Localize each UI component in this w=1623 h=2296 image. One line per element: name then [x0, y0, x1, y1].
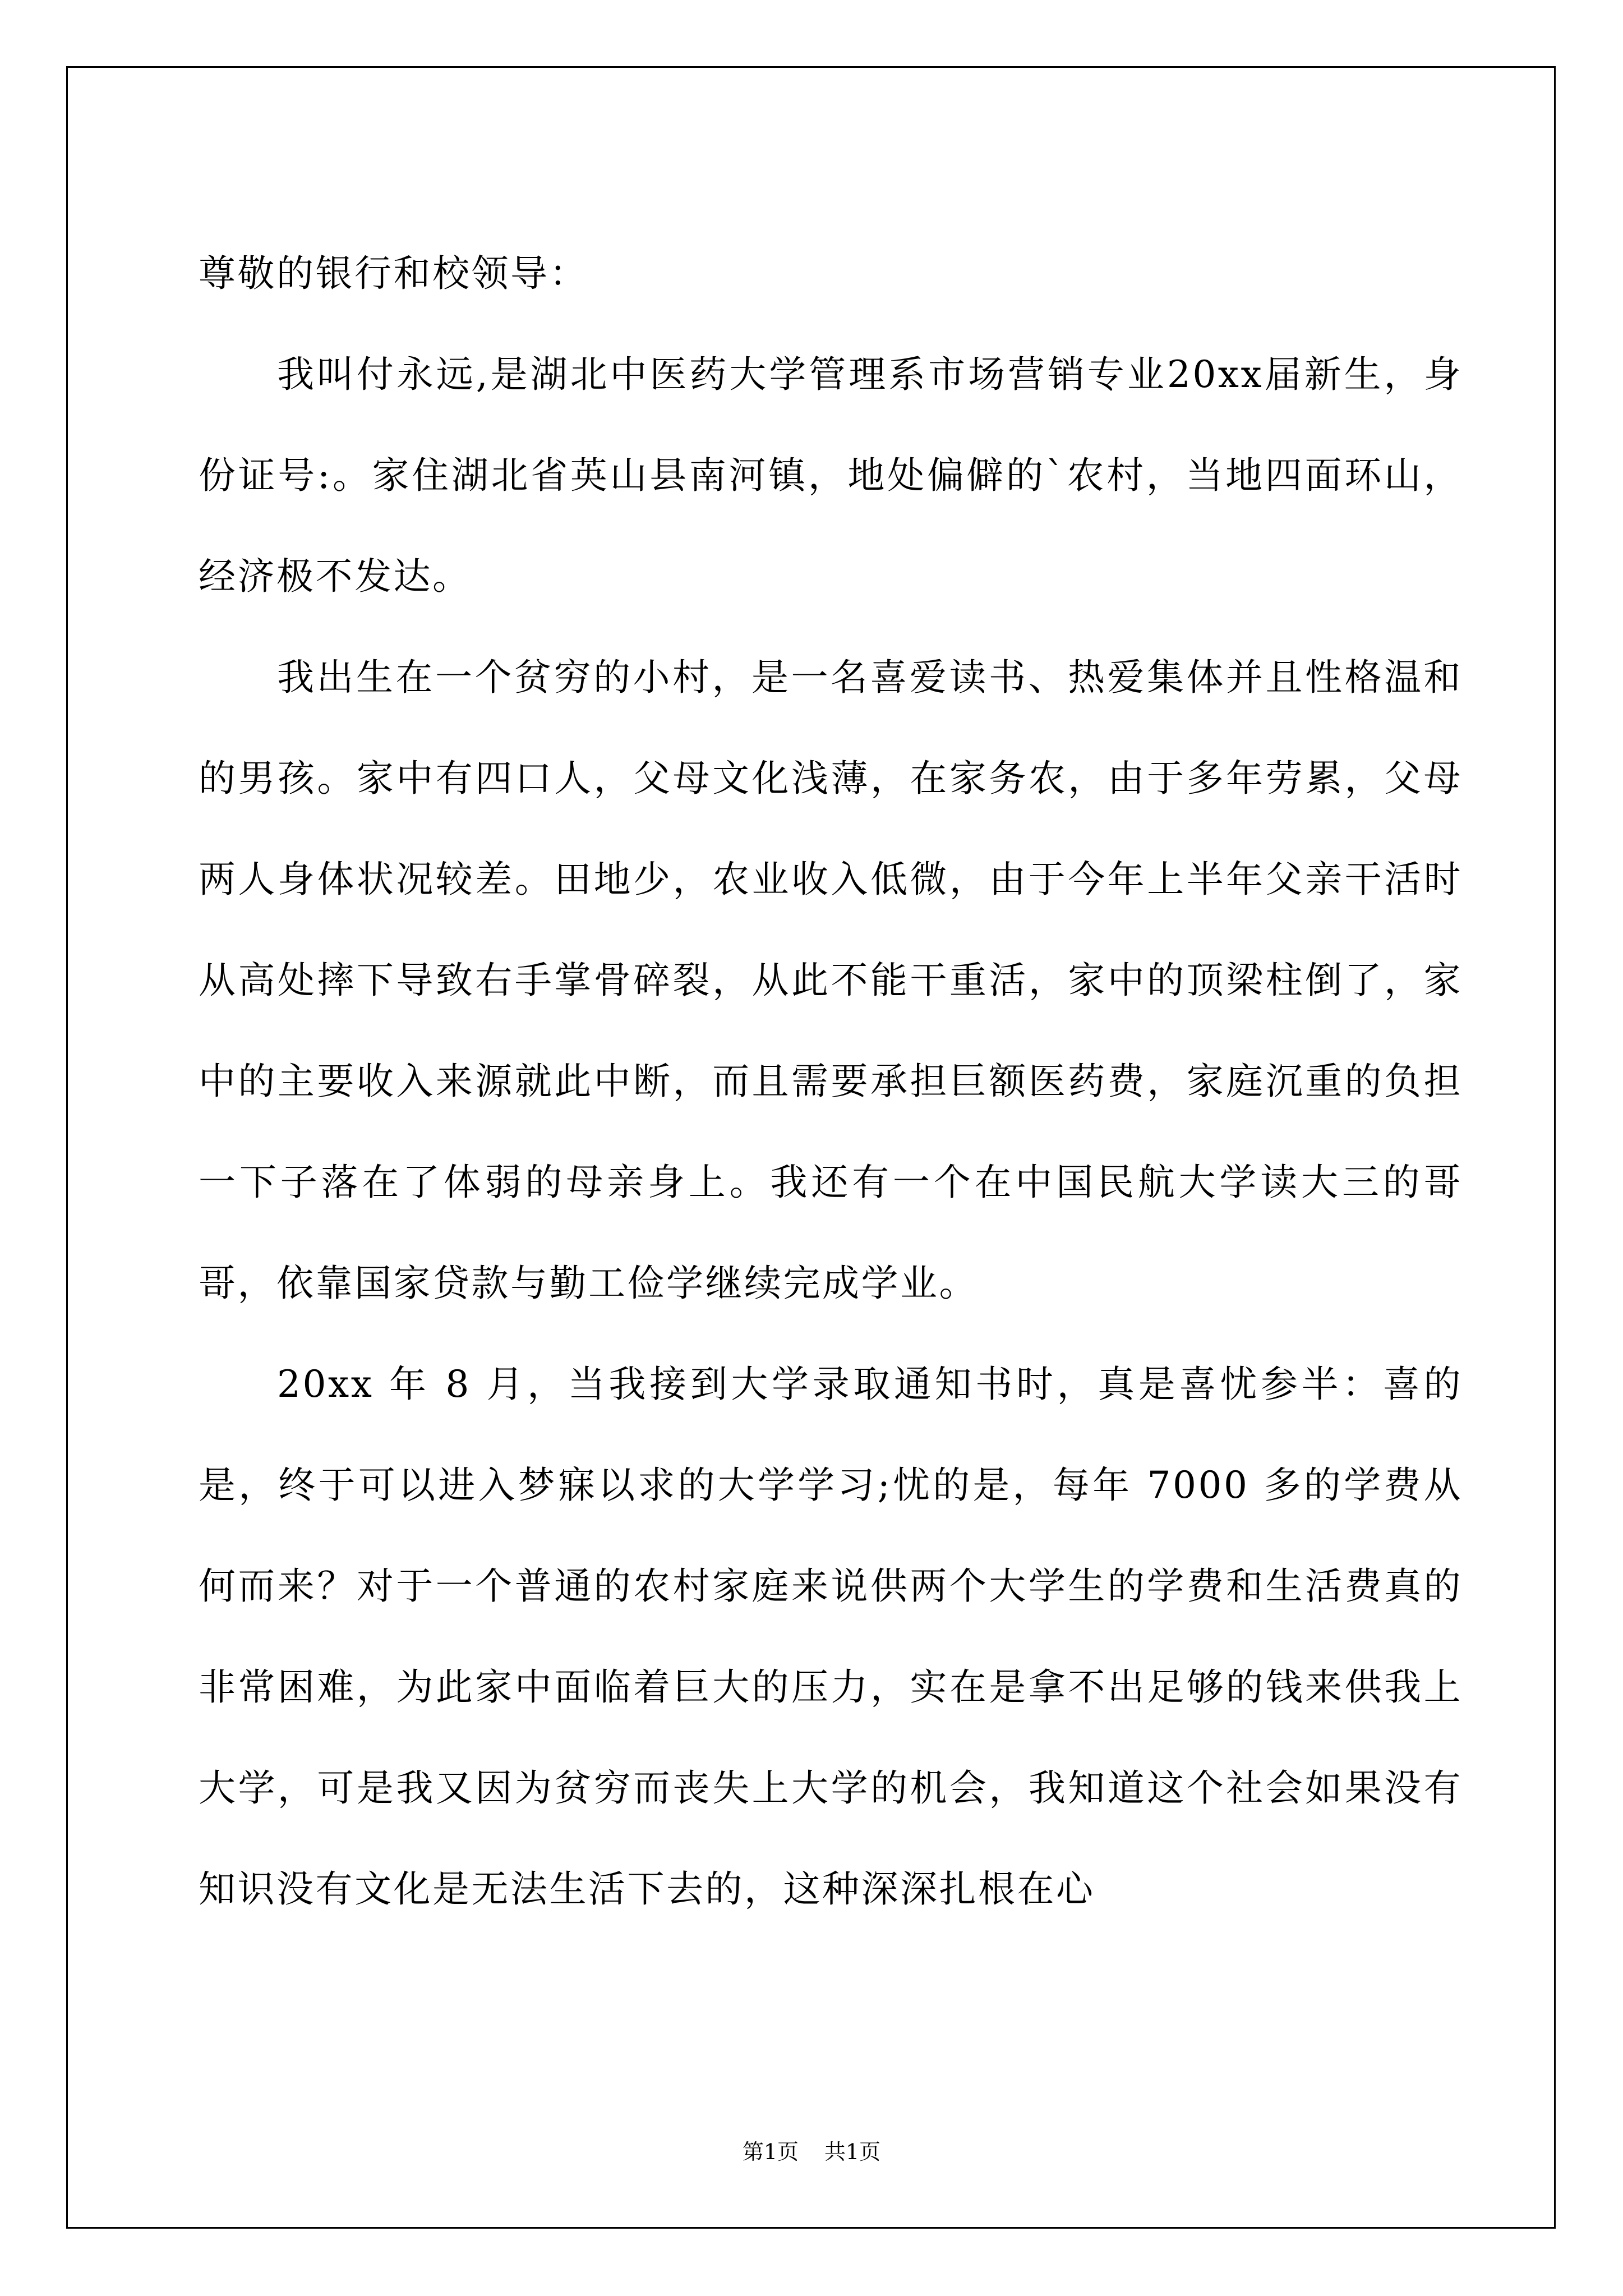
- paragraph-1: 我叫付永远,是湖北中医药大学管理系市场营销专业20xx届新生，身份证号:。家住湖北省英山县南河镇，地处偏僻的`农村，当地四面环山，经济极不发达。: [199, 353, 1463, 598]
- document-body: [199, 223, 1463, 1940]
- page-footer: [0, 2138, 1623, 2165]
- page-number: 第1页: [742, 2139, 799, 2164]
- paragraph-3: 20xx 年 8 月，当我接到大学录取通知书时，真是喜忧参半：喜的是，终于可以进入梦寐以求的大学学习;忧的是，每年 7000 多的学费从何而来？对于一个普通的农村家庭来说供两个大学生的学费和生活费真的非常困难，为此家中面临着巨大的压力，实在是拿不出足够的钱来供我上大学，可是我又因为贫穷而丧失上大学的机会，我知道这个社会如果没有知识没有文化是无法生活下去的，这种深深扎根在心: [199, 1363, 1463, 1911]
- paragraph-2: 我出生在一个贫穷的小村，是一名喜爱读书、热爱集体并且性格温和的男孩。家中有四口人，父母文化浅薄，在家务农，由于多年劳累，父母两人身体状况较差。田地少，农业收入低微，由于今年上半年父亲干活时从高处摔下导致右手掌骨碎裂，从此不能干重活，家中的顶梁柱倒了，家中的主要收入来源就此中断，而且需要承担巨额医药费，家庭沉重的负担一下子落在了体弱的母亲身上。我还有一个在中国民航大学读大三的哥哥，依靠国家贷款与勤工俭学继续完成学业。: [199, 656, 1463, 1305]
- total-pages: 共1页: [824, 2139, 881, 2164]
- salutation: 尊敬的银行和校领导：: [199, 252, 588, 295]
